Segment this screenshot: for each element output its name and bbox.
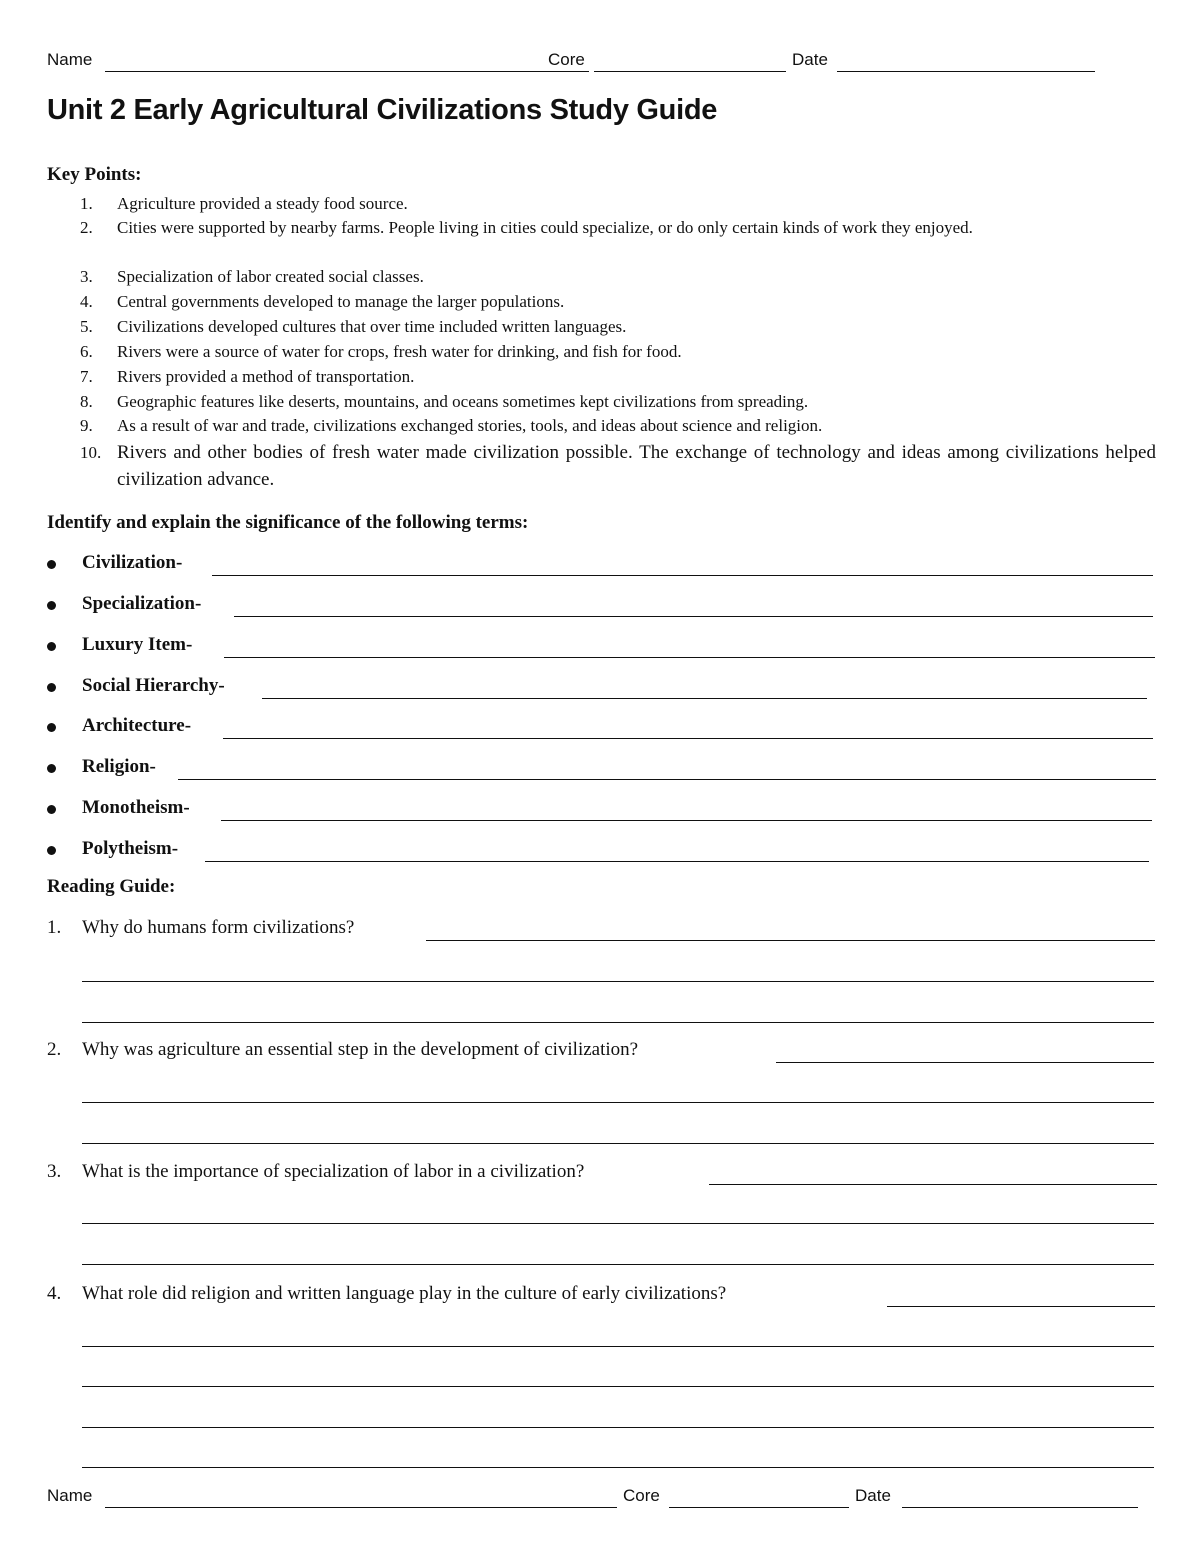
key-point-item: [80, 389, 1156, 414]
answer-line[interactable]: [82, 1264, 1154, 1265]
key-point-item: [80, 339, 1156, 364]
key-point-text: Specialization of labor created social classes.: [117, 267, 424, 286]
term-answer-line[interactable]: [234, 616, 1153, 617]
answer-line[interactable]: [776, 1062, 1154, 1063]
answer-line[interactable]: [82, 1223, 1154, 1224]
bullet-icon: [47, 723, 56, 732]
term-row: [47, 836, 1157, 866]
term-row: [47, 550, 1157, 580]
question-row: [47, 1037, 1157, 1067]
header-fields: [47, 50, 1107, 74]
question-row: [47, 1159, 1157, 1189]
date-label: Date: [855, 1486, 891, 1505]
answer-line[interactable]: [82, 1102, 1154, 1103]
key-points-heading: Key Points:: [47, 164, 142, 185]
term-row: [47, 754, 1157, 784]
key-point-text: As a result of war and trade, civilizations exchanged stories, tools, and ideas about science and religion.: [117, 416, 823, 435]
question-number: 4.: [47, 1283, 62, 1304]
bullet-icon: [47, 601, 56, 610]
bullet-icon: [47, 805, 56, 814]
key-point-text: Rivers were a source of water for crops, fresh water for drinking, and fish for food.: [117, 342, 682, 361]
core-field[interactable]: [594, 71, 786, 72]
key-point-text: Agriculture provided a steady food source.: [117, 194, 408, 213]
term-answer-line[interactable]: [178, 779, 1156, 780]
term-row: [47, 713, 1157, 743]
terms-heading: Identify and explain the significance of the following terms:: [47, 512, 529, 533]
bullet-icon: [47, 764, 56, 773]
term-label: Civilization-: [82, 552, 183, 573]
date-field[interactable]: [837, 71, 1095, 72]
key-point-item: [80, 215, 1156, 240]
term-answer-line[interactable]: [205, 861, 1149, 862]
name-label: Name: [47, 50, 93, 69]
term-label: Polytheism-: [82, 838, 179, 859]
term-label: Religion-: [82, 756, 156, 777]
term-label: Luxury Item-: [82, 634, 193, 655]
bullet-icon: [47, 683, 56, 692]
term-label: Monotheism-: [82, 797, 190, 818]
key-point-number: 2.: [80, 218, 93, 237]
term-answer-line[interactable]: [221, 820, 1152, 821]
key-point-item: [80, 264, 1156, 289]
key-point-item: [80, 439, 1156, 493]
key-point-item: [80, 314, 1156, 339]
term-answer-line[interactable]: [224, 657, 1155, 658]
key-point-number: 4.: [80, 292, 93, 311]
reading-guide-heading: Reading Guide:: [47, 876, 176, 897]
term-row: [47, 795, 1157, 825]
key-point-item: [80, 191, 1156, 216]
answer-line[interactable]: [82, 1143, 1154, 1144]
key-point-item: [80, 364, 1156, 389]
question-row: [47, 915, 1157, 945]
question-text: Why do humans form civilizations?: [82, 917, 355, 938]
term-answer-line[interactable]: [262, 698, 1147, 699]
answer-line[interactable]: [82, 1427, 1154, 1428]
key-point-number: 8.: [80, 392, 93, 411]
question-text: What role did religion and written language play in the culture of early civilizations?: [82, 1283, 727, 1304]
question-text: What is the importance of specialization of labor in a civilization?: [82, 1161, 585, 1182]
answer-line[interactable]: [82, 981, 1154, 982]
term-answer-line[interactable]: [212, 575, 1153, 576]
key-point-number: 5.: [80, 317, 93, 336]
key-point-item: [80, 289, 1156, 314]
bullet-icon: [47, 642, 56, 651]
question-number: 1.: [47, 917, 62, 938]
answer-line[interactable]: [82, 1467, 1154, 1468]
name-label: Name: [47, 1486, 93, 1505]
key-point-text: Rivers provided a method of transportation.: [117, 367, 415, 386]
date-label: Date: [792, 50, 828, 69]
answer-line[interactable]: [887, 1306, 1155, 1307]
answer-line[interactable]: [82, 1386, 1154, 1387]
question-number: 2.: [47, 1039, 62, 1060]
bullet-icon: [47, 560, 56, 569]
key-point-text: Geographic features like deserts, mountains, and oceans sometimes kept civilizations from spreading.: [117, 392, 809, 411]
key-point-number: 7.: [80, 367, 93, 386]
key-point-number: 9.: [80, 416, 93, 435]
term-label: Social Hierarchy-: [82, 675, 225, 696]
term-row: [47, 673, 1157, 703]
page-title: Unit 2 Early Agricultural Civilizations Study Guide: [47, 94, 718, 126]
answer-line[interactable]: [82, 1022, 1154, 1023]
date-field[interactable]: [902, 1507, 1138, 1508]
key-point-number: 10.: [80, 443, 102, 462]
key-point-text: Rivers and other bodies of fresh water made civilization possible. The exchange of technology and ideas among civilizations helped civilization advance.: [117, 442, 1156, 490]
question-number: 3.: [47, 1161, 62, 1182]
name-field[interactable]: [105, 1507, 617, 1508]
name-field[interactable]: [105, 71, 589, 72]
core-label: Core: [623, 1486, 660, 1505]
term-row: [47, 632, 1157, 662]
key-point-number: 6.: [80, 342, 93, 361]
term-label: Architecture-: [82, 715, 192, 736]
question-text: Why was agriculture an essential step in the development of civilization?: [82, 1039, 639, 1060]
answer-line[interactable]: [709, 1184, 1157, 1185]
key-point-text: Central governments developed to manage the larger populations.: [117, 292, 565, 311]
key-point-text: Civilizations developed cultures that over time included written languages.: [117, 317, 627, 336]
key-point-number: 1.: [80, 194, 93, 213]
term-label: Specialization-: [82, 593, 202, 614]
bullet-icon: [47, 846, 56, 855]
answer-line[interactable]: [82, 1346, 1154, 1347]
key-point-text: Cities were supported by nearby farms. People living in cities could specialize, or do only certain kinds of work they enjoyed.: [117, 218, 973, 237]
core-field[interactable]: [669, 1507, 849, 1508]
answer-line[interactable]: [426, 940, 1155, 941]
core-label: Core: [548, 50, 585, 69]
footer-fields: [47, 1486, 1147, 1510]
key-point-item: [80, 413, 1156, 438]
question-row: [47, 1281, 1157, 1311]
term-answer-line[interactable]: [223, 738, 1153, 739]
term-row: [47, 591, 1157, 621]
key-point-number: 3.: [80, 267, 93, 286]
